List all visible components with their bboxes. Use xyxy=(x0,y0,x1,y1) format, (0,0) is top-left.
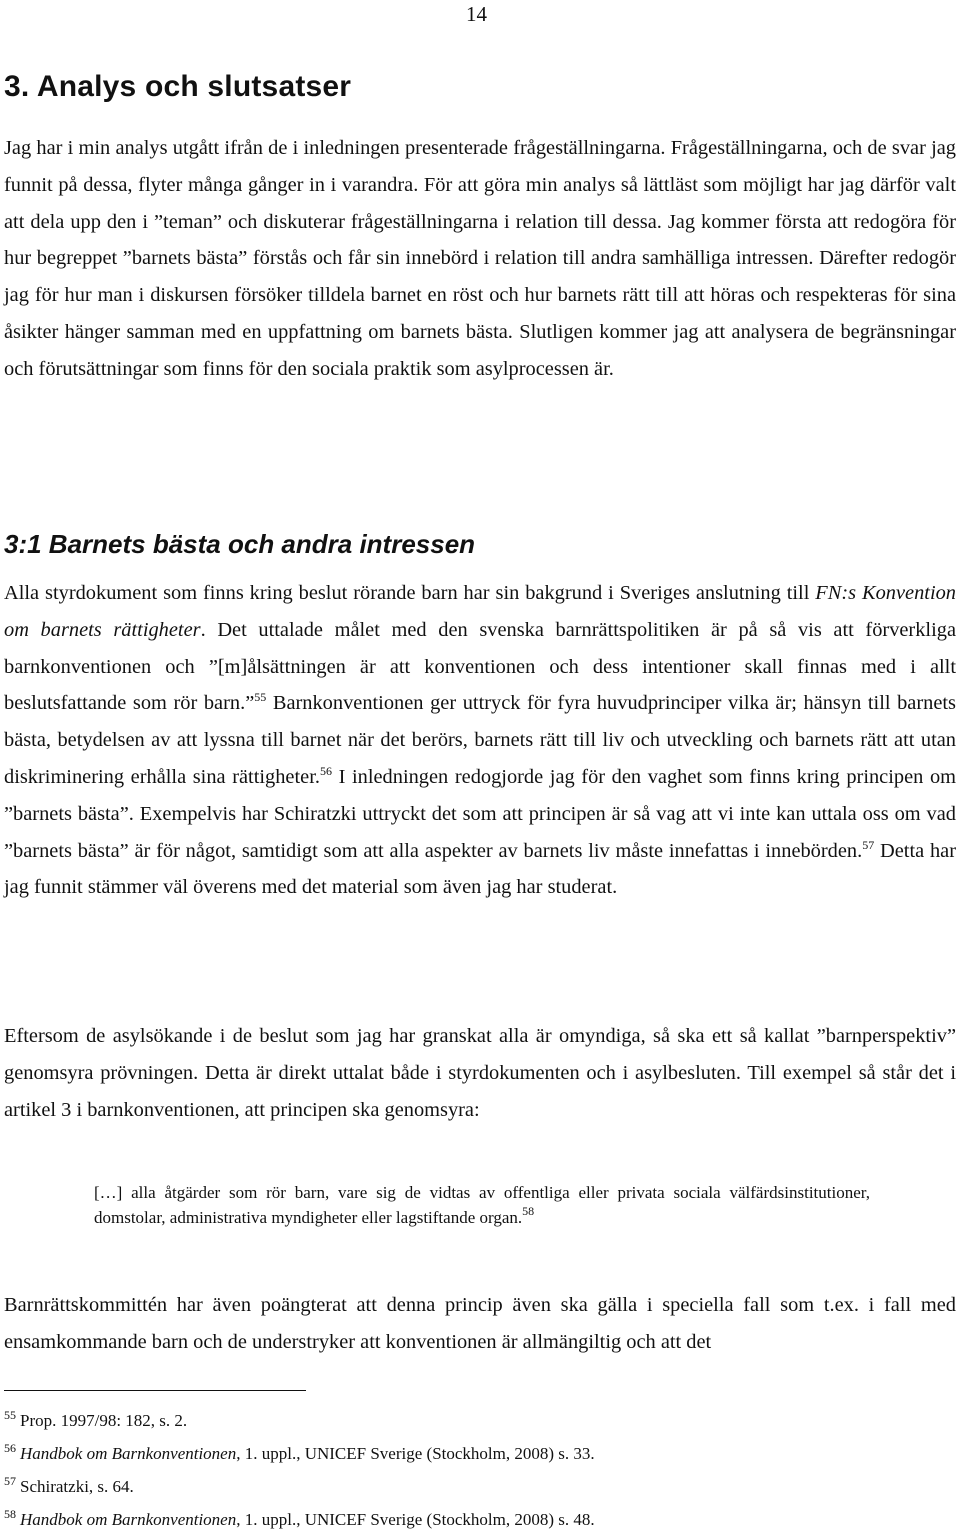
footnote-italic: Handbok om Barnkonventionen xyxy=(20,1510,237,1529)
footnote-ref-57[interactable]: 57 xyxy=(862,837,875,852)
footnote-text-after: , 1. uppl., UNICEF Sverige (Stockholm, 2008) s. 33. xyxy=(236,1444,595,1463)
footnote-number: 56 xyxy=(4,1441,16,1455)
footnote-italic: Handbok om Barnkonventionen xyxy=(20,1444,237,1463)
section-text-4: I inledningen redogjorde jag för den vaghet som finns kring principen om ”barnets bästa”. Exempelvis har Schiratzki uttryckt det som att principen är så vag att vi inte kan uttala oss om vad ”barnets bästa” är för något, samtidigt som att alla aspekter av barnets liv måste innefattas i innebörden. xyxy=(4,765,956,862)
footnote-text-after: , 1. uppl., UNICEF Sverige (Stockholm, 2008) s. 48. xyxy=(236,1510,595,1529)
paragraph-3: Eftersom de asylsökande i de beslut som jag har granskat alla är omyndiga, så ska ett så kallat ”barnperspektiv” genomsyra prövningen. Detta är direkt uttalat både i styrdokumenten och i asylbesluten. Till exempel så står det i artikel 3 i barnkonventionen, att principen ska genomsyra: xyxy=(4,1025,956,1121)
section-text-5: Detta har jag funnit stämmer väl överens med det material som även jag har studerat. xyxy=(4,839,957,899)
section-text-3: Barnkonventionen ger uttryck för fyra huvudprinciper vilka är; hänsyn till barnets bästa, betydelsen av att lyssna till barnet när det berörs, barnets rätt till liv och utveckling och barnets rätt att utan diskriminering erhålla sina rättigheter. xyxy=(4,692,956,788)
block-quote-text: […] alla åtgärder som rör barn, vare sig de vidtas av offentliga eller privata sociala välfärdsinstitutioner, domstolar, administrativa myndigheter eller lagstiftande organ. xyxy=(94,1183,870,1227)
section-heading: 3:1 Barnets bästa och andra intressen xyxy=(4,529,476,559)
footnote xyxy=(4,1470,904,1503)
footnote xyxy=(4,1503,904,1536)
footnote xyxy=(4,1437,904,1470)
footnote-separator xyxy=(4,1390,306,1391)
convention-title: FN:s Konvention om barnets rättigheter xyxy=(4,582,956,641)
paragraph-4: Barnrättskommittén har även poängterat att denna princip även ska gälla i speciella fall som t.ex. i fall med ensamkommande barn och de understryker att konventionen är allmängiltig och att det xyxy=(4,1294,956,1353)
footnote-ref-58[interactable]: 58 xyxy=(522,1204,535,1218)
footnote-text: Schiratzki, s. 64. xyxy=(20,1477,134,1496)
intro-paragraph: Jag har i min analys utgått ifrån de i inledningen presenterade frågeställningarna. Frågeställningarna, och de svar jag funnit på dessa, flyter många gånger in i varandra. För att göra min analys så lättläst som möjligt har jag därför valt att dela upp den i ”teman” och diskuterar frågeställningarna i relation till dessa. Jag kommer första att redogöra för hur begreppet ”barnets bästa” förstås och får sin innebörd i relation till andra samhälliga intressen. Därefter redogör jag för hur man i diskursen försöker tilldela barnet en röst och hur barnets rätt till att höras och respekteras för sina åsikter hänger samman med en uppfattning om barnets bästa. Slutligen kommer jag att analysera de begränsningar och förutsättningar som finns för den sociala praktik som asylprocessen är. xyxy=(4,137,956,380)
section-paragraph xyxy=(4,575,956,906)
footnote-number: 55 xyxy=(4,1408,16,1422)
footnotes xyxy=(4,1404,904,1536)
chapter-heading: 3. Analys och slutsatser xyxy=(4,70,352,103)
footnote-ref-56[interactable]: 56 xyxy=(319,763,332,778)
section-text-2: . Det uttalade målet med den svenska barnrättspolitiken är på så vis att förverkliga barnkonventionen och ”[m]ålsättningen är att konventionen och dess intentioner skall finnas med i allt beslutsfattande som rör barn.” xyxy=(4,618,956,715)
footnote-number: 57 xyxy=(4,1474,16,1488)
block-quote xyxy=(94,1180,870,1230)
footnote-ref-55[interactable]: 55 xyxy=(254,690,267,705)
page-number: 14 xyxy=(466,2,487,26)
footnote-number: 58 xyxy=(4,1507,16,1521)
footnote-text: Prop. 1997/98: 182, s. 2. xyxy=(20,1411,188,1430)
footnote xyxy=(4,1404,904,1437)
section-text-1: Alla styrdokument som finns kring beslut rörande barn har sin bakgrund i Sveriges anslutning till xyxy=(4,582,816,604)
